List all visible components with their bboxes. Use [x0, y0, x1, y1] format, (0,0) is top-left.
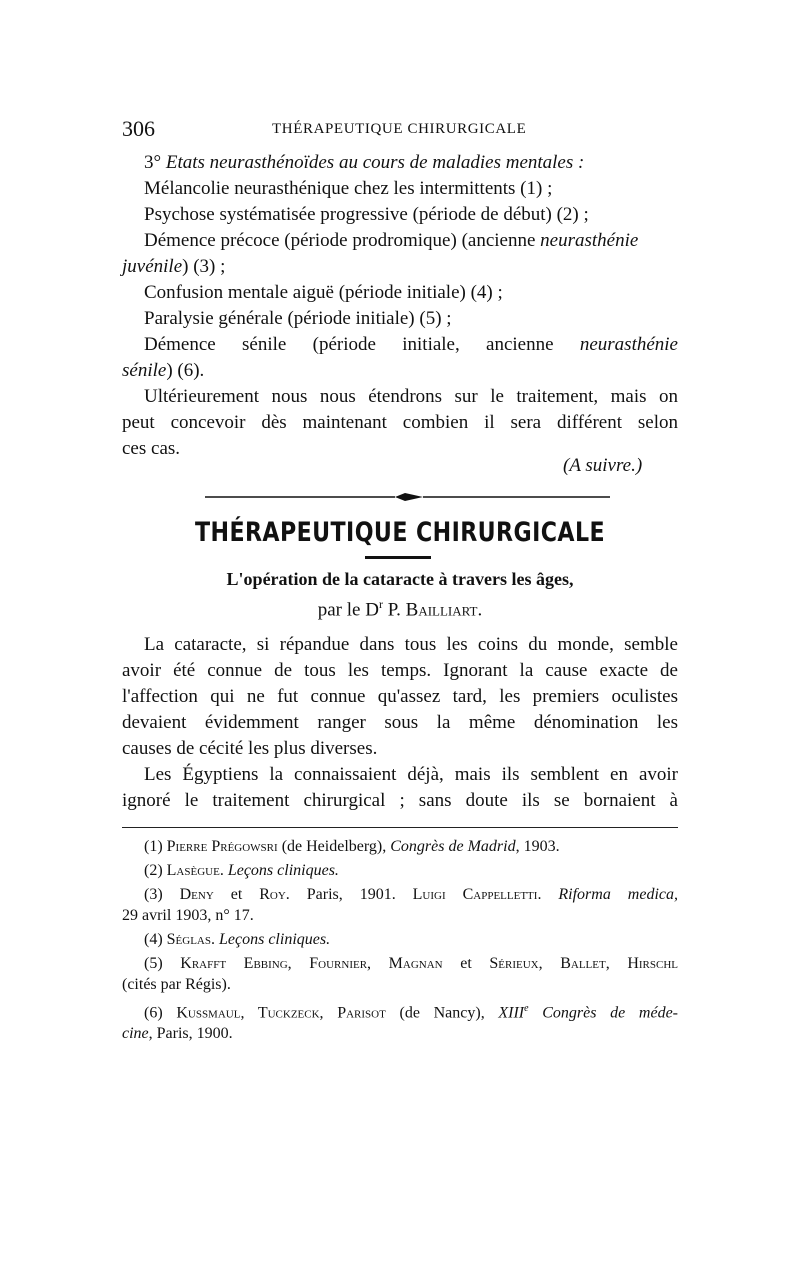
list-item: Psychose systématisée progressive (période de début) (2) ;: [144, 204, 589, 225]
footnote-number: (4): [144, 931, 167, 948]
footnote-text: .: [537, 886, 559, 903]
paragraph-line: La cataracte, si répandue dans tous les coins du monde, semble: [144, 634, 678, 655]
footnote-text: et: [442, 955, 490, 972]
italic-term: sénile: [122, 360, 167, 381]
list-item-text: ) (3) ;: [182, 256, 226, 277]
byline-superscript: r: [378, 597, 383, 611]
footnote-title: Leçons cliniques.: [227, 862, 339, 879]
footnote-title: Congrès de méde-: [528, 1004, 678, 1022]
article-title: L'opération de la cataracte à travers les âges,: [226, 569, 574, 589]
footnote-author: Luigi Cappelletti: [412, 886, 538, 903]
footnote-text: . Paris, 1901.: [285, 886, 413, 903]
footnote-title: Riforma medica,: [558, 886, 678, 903]
running-head: [122, 116, 682, 146]
footnote-author: Roy: [259, 886, 286, 903]
footnote-title: Leçons cliniques.: [219, 931, 331, 948]
paragraph-line: ignoré le traitement chirurgical ; sans doute ils se bornaient à: [122, 790, 678, 811]
byline-prefix: par le D: [317, 599, 379, 621]
footnote-author: Deny: [179, 886, 214, 903]
footnote-number: (1): [144, 838, 167, 855]
byline: [0, 597, 800, 621]
footnote-number: (6): [144, 1004, 177, 1022]
section-heading: [122, 150, 678, 176]
footnote-text: (de Nancy),: [385, 1004, 499, 1022]
list-item: Paralysie générale (période initiale) (5) ;: [144, 308, 452, 329]
footnote: [122, 998, 678, 1023]
paragraph-line: avoir été connue de tous les temps. Ignorant la cause exacte de: [122, 660, 678, 681]
list-item: Confusion mentale aiguë (période initiale) (4) ;: [144, 282, 503, 303]
footnote-text: .: [211, 931, 219, 948]
list-item-text: Démence précoce (période prodromique) (ancienne: [144, 230, 541, 251]
section-mental-illness: [122, 150, 678, 462]
paragraph-line: l'affection qui ne fut connue qu'assez tard, les premiers oculistes: [122, 686, 678, 707]
list-item-continuation: [122, 358, 678, 384]
footnote-continuation: (cités par Régis).: [122, 976, 231, 993]
italic-term: neurasthénie: [579, 334, 678, 355]
paragraph-line: peut concevoir dès maintenant combien il sera différent selon: [122, 412, 678, 433]
paragraph-line: causes de cécité les plus diverses.: [122, 738, 378, 759]
page-number: 306: [122, 116, 155, 141]
paragraph-line: Ultérieurement nous nous étendrons sur le traitement, mais on: [144, 386, 678, 407]
footnote-author: Sérieux, Ballet, Hirschl: [489, 955, 678, 972]
section-title: THÉRAPEUTIQUE CHIRURGICALE: [194, 517, 605, 548]
footnote-author: Séglas: [166, 931, 211, 948]
fleuron-divider: [205, 491, 610, 503]
footnote: [122, 953, 678, 974]
list-item: [122, 228, 678, 254]
footnote-text: et: [213, 886, 260, 903]
footnote-text: (de Heidelberg),: [277, 838, 391, 855]
footnote-number: (5): [144, 955, 181, 972]
footnote-title: XIII: [498, 1004, 525, 1022]
to-be-continued: (A suivre.): [563, 455, 643, 476]
title-rule: [365, 556, 431, 559]
footnote-text: , Paris, 1900.: [148, 1025, 233, 1043]
footnote-continuation: 29 avril 1903, n° 17.: [122, 907, 254, 924]
footnote-number: (3): [144, 886, 180, 903]
list-item-continuation: [122, 254, 678, 280]
footnote: [122, 884, 678, 905]
paragraph-line: ces cas.: [122, 438, 181, 459]
footnote-number: (2): [144, 862, 167, 879]
footnote-author: Krafft Ebbing, Fournier, Magnan: [180, 955, 443, 972]
italic-term: neurasthénie: [540, 230, 639, 251]
running-title: THÉRAPEUTIQUE CHIRURGICALE: [272, 121, 527, 137]
footnote-title: Congrès de Madrid: [390, 838, 516, 855]
footnotes: [122, 836, 678, 1044]
paragraph-line: Les Égyptiens la connaissaient déjà, mais ils semblent en avoir: [144, 764, 678, 785]
list-item-text: ) (6).: [166, 360, 205, 381]
footnote-author: Lasègue: [166, 862, 220, 879]
footnote-title: cine: [122, 1025, 149, 1043]
footnote: [122, 836, 678, 857]
footnote: [122, 860, 678, 881]
list-item: [122, 332, 678, 358]
paragraph-line: devaient évidemment ranger sous la même dénomination les: [122, 712, 678, 733]
author-name: P. Bailliart.: [387, 599, 483, 621]
footnote: [122, 929, 678, 950]
footnote-text: , 1903.: [515, 838, 560, 855]
italic-term: juvénile: [122, 256, 183, 277]
footnote-rule: [122, 827, 678, 828]
footnote-text: .: [219, 862, 228, 879]
footnote-author: Pierre Prégowsri: [166, 838, 278, 855]
list-item-text: Démence sénile (période initiale, ancienne: [144, 334, 580, 355]
footnote-author: Kussmaul, Tuckzeck, Parisot: [176, 1004, 386, 1022]
heading-text: Etats neurasthénoïdes au cours de maladies mentales :: [165, 152, 585, 173]
article-body: [122, 632, 678, 814]
heading-number: 3°: [144, 152, 162, 173]
list-item: Mélancolie neurasthénique chez les intermittents (1) ;: [144, 178, 553, 199]
footnote-continuation: [122, 1023, 678, 1044]
footnote-superscript: e: [524, 1003, 529, 1014]
